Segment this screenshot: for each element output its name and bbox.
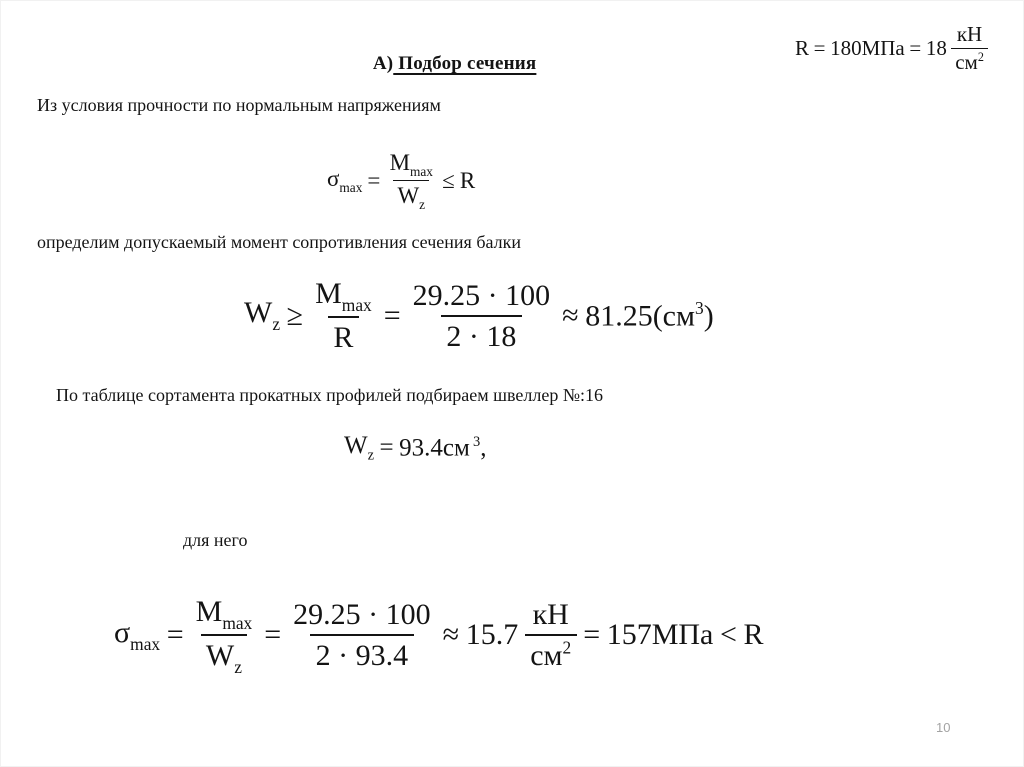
math-token: см <box>530 639 563 673</box>
fraction <box>385 148 437 214</box>
sigma-symbol <box>327 166 362 196</box>
math-token: 93.4см <box>399 434 470 462</box>
body-text-line: Из условия прочности по нормальным напряжениям <box>37 95 441 115</box>
fraction <box>407 276 555 356</box>
less-than-sign: < <box>719 618 737 652</box>
numerator: 29.25 · 100 <box>412 278 551 312</box>
formula-allowable-stress <box>795 21 988 77</box>
math-token: W <box>205 639 235 673</box>
numerator <box>190 592 257 634</box>
math-token: , <box>480 434 487 462</box>
formula-stress-check <box>114 592 763 679</box>
math-token: R <box>743 618 764 652</box>
denominator <box>393 180 429 213</box>
slide-title-text: Подбор сечения <box>393 53 537 74</box>
formula-required-section-modulus <box>244 274 714 357</box>
fraction <box>525 595 577 675</box>
numerator: 29.25 · 100 <box>293 598 431 632</box>
w-symbol <box>344 432 374 465</box>
equals-sign: = <box>383 298 401 332</box>
subscript: max <box>222 612 253 633</box>
superscript: 2 <box>562 638 572 659</box>
math-token: R <box>795 36 810 61</box>
math-token: 18 <box>925 36 947 61</box>
fraction <box>310 274 377 357</box>
math-token: 81.25(см <box>585 299 695 333</box>
equals-sign: = <box>367 167 381 193</box>
math-token: 157МПа <box>606 618 714 652</box>
math-token: W <box>244 296 273 330</box>
equals-sign: = <box>813 36 826 61</box>
math-token: 15.7 <box>465 618 519 652</box>
w-symbol <box>244 296 280 335</box>
math-token: см <box>955 50 978 75</box>
superscript: 2 <box>977 50 984 65</box>
subscript: z <box>419 197 426 213</box>
fraction <box>288 595 436 675</box>
math-token: M <box>315 277 342 310</box>
sigma-symbol <box>114 616 160 655</box>
math-token: W <box>397 183 420 209</box>
result-value <box>399 434 486 462</box>
fraction <box>190 592 257 679</box>
math-token: 180МПа <box>830 36 905 61</box>
formula-selected-section-modulus <box>344 432 487 465</box>
equals-sign: = <box>583 618 601 652</box>
body-text-line: По таблице сортамента прокатных профилей подбираем швеллер №:16 <box>56 385 603 405</box>
math-token: W <box>344 432 368 459</box>
math-token: M <box>389 150 411 175</box>
math-token: σ <box>327 165 340 191</box>
superscript: 3 <box>473 434 481 451</box>
approx-sign: ≈ <box>442 618 460 652</box>
subscript: max <box>341 294 372 315</box>
leq-sign: ≤ <box>442 167 455 193</box>
numerator <box>310 274 377 316</box>
denominator <box>201 634 248 678</box>
page-number: 10 <box>936 720 951 735</box>
subscript: z <box>367 447 375 464</box>
approx-sign: ≈ <box>562 298 579 332</box>
math-token: σ <box>114 616 131 650</box>
formula-strength-condition <box>327 148 475 214</box>
numerator: кН <box>532 598 569 632</box>
equals-sign: = <box>379 434 394 462</box>
slide-title <box>353 31 536 97</box>
math-token: ) <box>703 299 714 333</box>
geq-sign: ≥ <box>286 298 304 332</box>
denominator <box>951 48 987 76</box>
subscript: z <box>272 314 281 335</box>
math-token: R <box>459 167 476 193</box>
subscript: max <box>339 179 363 195</box>
denominator: R <box>328 316 359 357</box>
numerator <box>385 148 437 180</box>
subscript: max <box>410 164 433 179</box>
equals-sign: = <box>909 36 922 61</box>
equals-sign: = <box>264 618 282 652</box>
body-text-line: определим допускаемый момент сопротивления сечения балки <box>37 232 521 252</box>
subscript: max <box>130 633 161 654</box>
superscript: 3 <box>694 298 704 319</box>
result-value <box>585 298 714 333</box>
denominator: 2 · 18 <box>441 315 522 356</box>
denominator <box>525 634 577 675</box>
subscript: z <box>234 657 242 678</box>
body-text-line: для него <box>183 530 248 550</box>
numerator: кН <box>956 22 983 46</box>
math-token: M <box>195 595 223 628</box>
equals-sign: = <box>166 618 184 652</box>
slide-title-prefix: А) <box>372 53 394 74</box>
fraction <box>951 21 987 77</box>
denominator: 2 · 93.4 <box>310 634 413 675</box>
